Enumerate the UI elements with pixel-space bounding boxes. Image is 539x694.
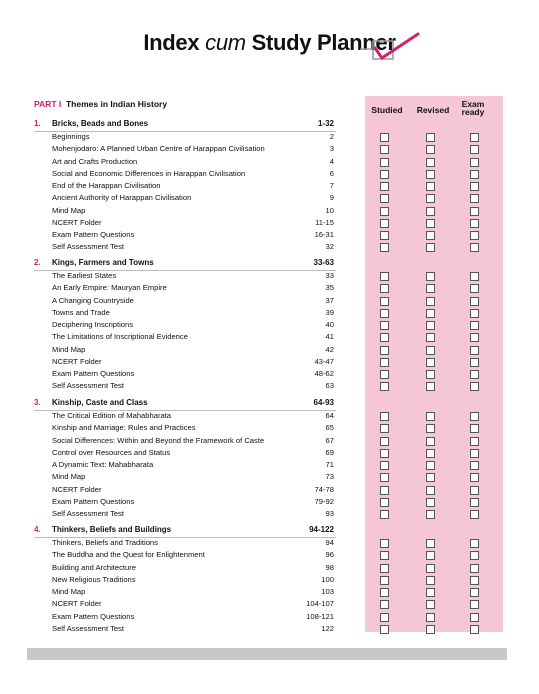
chapter-pages: 64-93 [313, 398, 334, 407]
chapter-title: Kinship, Caste and Class [52, 398, 148, 407]
topic-page: 2 [329, 132, 334, 141]
revised-checkbox[interactable] [426, 461, 435, 470]
topic-row [52, 484, 336, 496]
exam-ready-checkbox[interactable] [470, 170, 479, 179]
topic-name: The Critical Edition of Mahabharata [52, 411, 172, 420]
topic-page: 4 [329, 156, 334, 166]
exam-ready-checkbox[interactable] [470, 370, 479, 379]
topic-row [52, 344, 336, 356]
topic-name: NCERT Folder [52, 484, 102, 494]
exam-ready-checkbox[interactable] [470, 284, 479, 293]
exam-ready-checkbox[interactable] [470, 382, 479, 391]
studied-checkbox[interactable] [380, 424, 389, 433]
topic-row [52, 562, 336, 574]
topic-page: 6 [329, 168, 334, 178]
topic-page: 39 [325, 307, 334, 317]
revised-checkbox[interactable] [426, 358, 435, 367]
exam-ready-checkbox[interactable] [470, 539, 479, 548]
chapter-title: Kings, Farmers and Towns [52, 258, 154, 267]
revised-checkbox[interactable] [426, 346, 435, 355]
exam-ready-checkbox[interactable] [470, 346, 479, 355]
topic-page: 100 [321, 574, 334, 584]
exam-ready-checkbox[interactable] [470, 486, 479, 495]
revised-checkbox[interactable] [426, 539, 435, 548]
revised-checkbox[interactable] [426, 437, 435, 446]
topic-name: NCERT Folder [52, 599, 102, 609]
revised-checkbox[interactable] [426, 588, 435, 597]
topic-page: 108-121 [306, 611, 334, 621]
exam-ready-checkbox[interactable] [470, 207, 479, 216]
topic-row [52, 192, 336, 204]
topic-name: Beginnings [52, 132, 90, 141]
exam-ready-checkbox[interactable] [470, 576, 479, 585]
topic-row [52, 217, 336, 229]
studied-checkbox[interactable] [380, 231, 389, 240]
topic-row [52, 410, 336, 422]
studied-checkbox[interactable] [380, 576, 389, 585]
exam-ready-checkbox[interactable] [470, 358, 479, 367]
revised-checkbox[interactable] [426, 625, 435, 634]
topic-row [52, 537, 336, 549]
revised-checkbox[interactable] [426, 133, 435, 142]
studied-checkbox[interactable] [380, 272, 389, 281]
topic-page: 43-47 [314, 356, 334, 366]
exam-ready-checkbox[interactable] [470, 309, 479, 318]
footer-bar [27, 648, 507, 660]
topic-name: Self Assessment Test [52, 623, 125, 633]
exam-ready-header [443, 100, 503, 116]
exam-ready-checkbox[interactable] [470, 600, 479, 609]
revised-checkbox[interactable] [426, 309, 435, 318]
topic-page: 93 [325, 509, 334, 518]
studied-checkbox[interactable] [380, 588, 389, 597]
part-heading [34, 99, 167, 109]
topic-page: 122 [321, 623, 334, 633]
revised-checkbox[interactable] [426, 382, 435, 391]
studied-checkbox[interactable] [380, 358, 389, 367]
topic-name: The Buddha and the Quest for Enlightenment [52, 550, 205, 560]
studied-checkbox[interactable] [380, 182, 389, 191]
topic-page: 9 [329, 193, 334, 203]
revised-checkbox[interactable] [426, 551, 435, 560]
studied-checkbox[interactable] [380, 498, 389, 507]
exam-ready-checkbox[interactable] [470, 219, 479, 228]
exam-ready-checkbox[interactable] [470, 437, 479, 446]
topic-row [52, 319, 336, 331]
topic-row [52, 508, 336, 520]
studied-checkbox[interactable] [380, 309, 389, 318]
topic-name: Control over Resources and Status [52, 447, 171, 457]
topic-name: Mind Map [52, 472, 86, 482]
topic-name: The Limitations of Inscriptional Evidence [52, 332, 188, 342]
exam-ready-checkbox[interactable] [470, 498, 479, 507]
studied-header: Studied [371, 105, 403, 115]
topic-row [52, 295, 336, 307]
exam-ready-checkbox[interactable] [470, 297, 479, 306]
studied-checkbox[interactable] [380, 170, 389, 179]
topic-page: 71 [325, 460, 334, 469]
topic-page: 7 [329, 181, 334, 190]
topic-page: 41 [325, 332, 334, 342]
revised-checkbox[interactable] [426, 424, 435, 433]
studied-checkbox[interactable] [380, 346, 389, 355]
topic-name: A Dynamic Text: Mahabharata [52, 460, 154, 469]
topic-page: 94 [325, 538, 334, 547]
revised-checkbox[interactable] [426, 600, 435, 609]
exam-ready-column-band [457, 96, 503, 632]
topic-row [52, 586, 336, 598]
studied-checkbox[interactable] [380, 194, 389, 203]
topic-row [52, 496, 336, 508]
topic-page: 67 [325, 435, 334, 445]
topic-page: 103 [321, 587, 334, 596]
topic-name: An Early Empire: Mauryan Empire [52, 283, 167, 293]
exam-ready-checkbox[interactable] [470, 564, 479, 573]
studied-checkbox[interactable] [380, 382, 389, 391]
studied-checkbox[interactable] [380, 539, 389, 548]
topic-row [52, 241, 336, 253]
topic-page: 98 [325, 562, 334, 572]
exam-ready-checkbox[interactable] [470, 231, 479, 240]
exam-ready-checkbox[interactable] [470, 588, 479, 597]
topic-row [52, 623, 336, 635]
checkmark-icon [358, 32, 422, 66]
topic-name: Building and Architecture [52, 562, 137, 572]
topic-name: Exam Pattern Questions [52, 611, 135, 621]
topic-name: Mohenjodaro: A Planned Urban Centre of Harappan Civilisation [52, 144, 265, 154]
topic-page: 40 [325, 320, 334, 329]
studied-checkbox[interactable] [380, 297, 389, 306]
studied-checkbox[interactable] [380, 449, 389, 458]
topic-row [52, 331, 336, 343]
revised-checkbox[interactable] [426, 498, 435, 507]
topic-page: 104-107 [306, 599, 334, 609]
topic-page: 73 [325, 472, 334, 482]
exam-ready-checkbox[interactable] [470, 145, 479, 154]
topic-row [52, 447, 336, 459]
exam-ready-checkbox[interactable] [470, 158, 479, 167]
topic-name: A Changing Countryside [52, 295, 134, 305]
studied-checkbox[interactable] [380, 321, 389, 330]
topic-page: 96 [325, 550, 334, 560]
revised-checkbox[interactable] [426, 370, 435, 379]
topic-page: 32 [325, 242, 334, 252]
topic-name: Towns and Trade [52, 307, 110, 317]
exam-ready-checkbox[interactable] [470, 194, 479, 203]
exam-ready-checkbox[interactable] [470, 473, 479, 482]
exam-ready-checkbox[interactable] [470, 461, 479, 470]
studied-checkbox[interactable] [380, 158, 389, 167]
exam-ready-checkbox[interactable] [470, 333, 479, 342]
topic-name: End of the Harappan Civilisation [52, 181, 161, 190]
topic-name: Exam Pattern Questions [52, 369, 135, 378]
chapter-pages: 33-63 [313, 258, 334, 267]
chapter-pages: 94-122 [309, 525, 334, 534]
studied-checkbox[interactable] [380, 461, 389, 470]
studied-checkbox[interactable] [380, 564, 389, 573]
topic-name: Art and Crafts Production [52, 156, 138, 166]
studied-checkbox[interactable] [380, 219, 389, 228]
topic-row [52, 168, 336, 180]
studied-checkbox[interactable] [380, 551, 389, 560]
topic-name: Social and Economic Differences in Harappan Civilisation [52, 168, 246, 178]
topic-row [52, 435, 336, 447]
topic-page: 11-15 [315, 217, 334, 227]
topic-name: Mind Map [52, 587, 86, 596]
topic-name: Ancient Authority of Harappan Civilisation [52, 193, 192, 203]
exam-ready-checkbox[interactable] [470, 449, 479, 458]
topic-page: 64 [325, 411, 334, 420]
topic-name: Social Differences: Within and Beyond the Framework of Caste [52, 435, 265, 445]
topic-name: Self Assessment Test [52, 242, 125, 252]
topic-page: 48-62 [314, 369, 334, 378]
topic-name: Mind Map [52, 344, 86, 354]
studied-checkbox[interactable] [380, 412, 389, 421]
studied-checkbox[interactable] [380, 600, 389, 609]
topic-row [52, 611, 336, 623]
title-cum: cum [205, 30, 246, 55]
exam-ready-checkbox[interactable] [470, 272, 479, 281]
chapter-row [34, 523, 336, 538]
chapter-title: Thinkers, Beliefs and Buildings [52, 525, 172, 534]
topic-page: 42 [325, 344, 334, 354]
exam-ready-checkbox[interactable] [470, 182, 479, 191]
topic-name: New Religious Traditions [52, 574, 136, 584]
revised-checkbox[interactable] [426, 170, 435, 179]
topic-row [52, 307, 336, 319]
studied-checkbox[interactable] [380, 145, 389, 154]
page-title [0, 30, 539, 56]
topic-row [52, 282, 336, 294]
topic-page: 63 [325, 381, 334, 391]
topic-name: Mind Map [52, 205, 86, 215]
topic-name: Deciphering Inscriptions [52, 320, 134, 329]
topic-row [52, 143, 336, 155]
topic-row [52, 422, 336, 434]
chapter-row [34, 117, 336, 132]
exam-ready-checkbox[interactable] [470, 424, 479, 433]
revised-checkbox[interactable] [426, 486, 435, 495]
exam-ready-checkbox[interactable] [470, 510, 479, 519]
revised-checkbox[interactable] [426, 412, 435, 421]
studied-checkbox[interactable] [380, 207, 389, 216]
topic-name: Kinship and Marriage: Rules and Practices [52, 423, 196, 433]
exam-ready-checkbox[interactable] [470, 625, 479, 634]
chapter-number: 3. [34, 398, 41, 407]
topic-name: Self Assessment Test [52, 381, 125, 391]
revised-header: Revised [416, 105, 450, 115]
topic-row [52, 229, 336, 241]
chapter-row [34, 396, 336, 411]
topic-row [52, 131, 336, 143]
studied-checkbox[interactable] [380, 370, 389, 379]
revised-checkbox[interactable] [426, 321, 435, 330]
topic-page: 79-92 [314, 496, 334, 506]
topic-page: 16-31 [314, 230, 334, 239]
topic-row [52, 368, 336, 380]
topic-row [52, 205, 336, 217]
topic-row [52, 459, 336, 471]
revised-checkbox[interactable] [426, 207, 435, 216]
exam-ready-checkbox[interactable] [470, 321, 479, 330]
revised-checkbox[interactable] [426, 145, 435, 154]
topic-page: 37 [325, 295, 334, 305]
exam-ready-line1: Exam [461, 99, 485, 109]
revised-checkbox[interactable] [426, 194, 435, 203]
topic-row [52, 574, 336, 586]
exam-ready-checkbox[interactable] [470, 613, 479, 622]
topic-row [52, 156, 336, 168]
topic-row [52, 598, 336, 610]
topic-page: 65 [325, 423, 334, 433]
revised-checkbox[interactable] [426, 564, 435, 573]
topic-row [52, 549, 336, 561]
topic-row [52, 471, 336, 483]
chapter-number: 1. [34, 119, 41, 128]
exam-ready-checkbox[interactable] [470, 133, 479, 142]
studied-checkbox[interactable] [380, 243, 389, 252]
revised-checkbox[interactable] [426, 613, 435, 622]
topic-page: 10 [325, 205, 334, 215]
topic-row [52, 180, 336, 192]
topic-name: The Earliest States [52, 271, 117, 280]
topic-name: Exam Pattern Questions [52, 230, 135, 239]
topic-name: NCERT Folder [52, 217, 102, 227]
exam-ready-checkbox[interactable] [470, 551, 479, 560]
revised-checkbox[interactable] [426, 182, 435, 191]
revised-checkbox[interactable] [426, 473, 435, 482]
part-label: PART I [34, 99, 62, 109]
revised-checkbox[interactable] [426, 297, 435, 306]
revised-checkbox[interactable] [426, 219, 435, 228]
exam-ready-checkbox[interactable] [470, 243, 479, 252]
topic-row [52, 270, 336, 282]
exam-ready-checkbox[interactable] [470, 412, 479, 421]
topic-name: Thinkers, Beliefs and Traditions [52, 538, 158, 547]
studied-checkbox[interactable] [380, 473, 389, 482]
topic-page: 69 [325, 447, 334, 457]
studied-checkbox[interactable] [380, 486, 389, 495]
revised-checkbox[interactable] [426, 449, 435, 458]
title-post: Study Planner [245, 30, 396, 55]
topic-page: 35 [325, 283, 334, 293]
chapter-title: Bricks, Beads and Bones [52, 119, 149, 128]
topic-page: 74-78 [314, 484, 334, 494]
studied-checkbox[interactable] [380, 510, 389, 519]
studied-checkbox[interactable] [380, 437, 389, 446]
revised-checkbox[interactable] [426, 272, 435, 281]
part-title: Themes in Indian History [65, 99, 168, 109]
topic-name: Self Assessment Test [52, 509, 125, 518]
studied-checkbox[interactable] [380, 613, 389, 622]
topic-page: 3 [329, 144, 334, 154]
chapter-number: 4. [34, 525, 41, 534]
chapter-pages: 1-32 [317, 119, 334, 128]
title-pre: Index [143, 30, 206, 55]
topic-row [52, 380, 336, 392]
revised-checkbox[interactable] [426, 158, 435, 167]
revised-checkbox[interactable] [426, 510, 435, 519]
revised-checkbox[interactable] [426, 231, 435, 240]
revised-checkbox[interactable] [426, 333, 435, 342]
revised-checkbox[interactable] [426, 243, 435, 252]
exam-ready-line2: ready [461, 107, 485, 117]
studied-checkbox[interactable] [380, 133, 389, 142]
studied-checkbox[interactable] [380, 625, 389, 634]
revised-checkbox[interactable] [426, 576, 435, 585]
topic-name: Exam Pattern Questions [52, 496, 135, 506]
topic-row [52, 356, 336, 368]
chapter-number: 2. [34, 258, 41, 267]
topic-page: 33 [325, 271, 334, 280]
revised-checkbox[interactable] [426, 284, 435, 293]
studied-checkbox[interactable] [380, 284, 389, 293]
topic-name: NCERT Folder [52, 356, 102, 366]
studied-checkbox[interactable] [380, 333, 389, 342]
chapter-row [34, 256, 336, 271]
